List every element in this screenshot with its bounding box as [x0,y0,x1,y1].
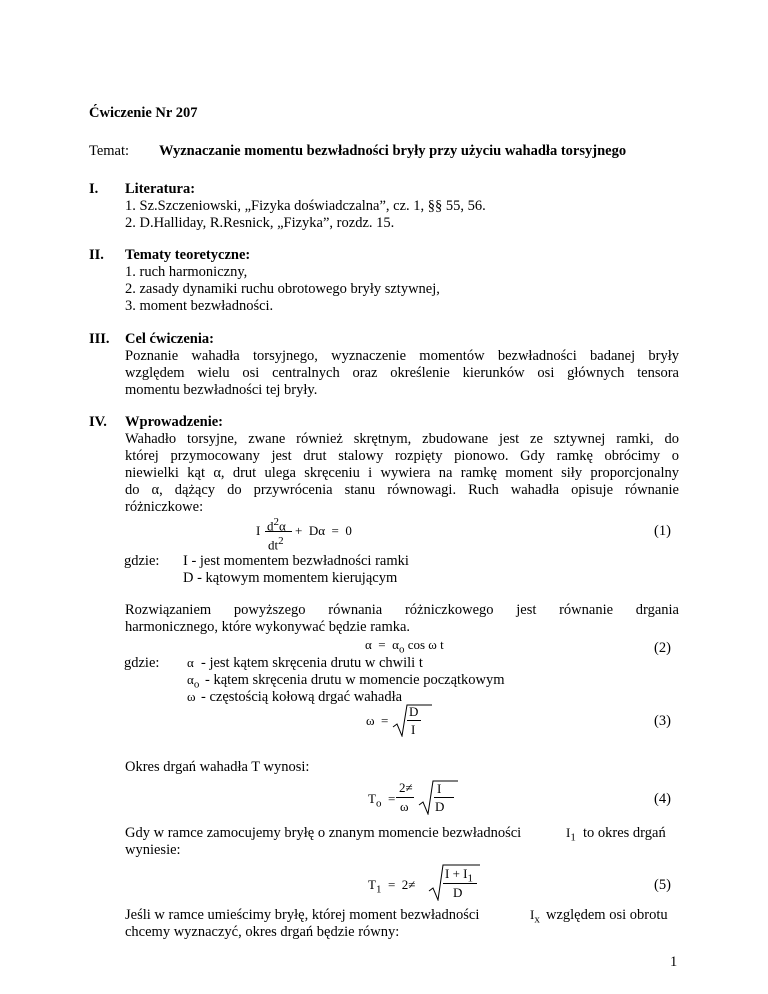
known-body-text-b: to okres drgań [583,825,666,841]
known-body-text-c: wyniesie: [125,842,181,858]
equation-4-number: (4) [654,791,671,807]
section-4-numeral: IV. [89,414,107,430]
equation-2: $\alpha = \alpha_o$ cos ω t [365,637,444,656]
theory-topic-3: 3. moment bezwładności. [125,298,274,314]
section-2-numeral: II. [89,247,104,263]
alpha0-symbol: $\alpha_o$ [187,672,200,691]
section-3-title: Cel ćwiczenia: [125,331,214,347]
intro-line-2: której przymocowany jest drut stalowy rozpięty pionowo. Gdy ramkę obrócimy o [125,448,679,464]
section-4-title: Wprowadzenie: [125,414,224,430]
where2-line-3: - częstością kołową drgać wahadła [201,689,403,705]
omega-symbol: ω [187,689,196,704]
equation-3-number: (3) [654,713,671,729]
page-number: 1 [670,954,678,970]
where-label-1: gdzie: [124,553,160,569]
unknown-body-text-c: chcemy wyznaczyć, okres drgań będzie równy: [125,924,400,940]
literature-item-2: 2. D.Halliday, R.Resnick, „Fizyka”, rozdz. 15. [125,215,395,231]
solution-line-2: harmonicznego, które wykonywać będzie ramka. [125,619,411,635]
where2-line-1: - jest kątem skręcenia drutu w chwili t [201,655,423,671]
goal-line-1: Poznanie wahadła torsyjnego, wyznaczenie momentów bezwładności badanej bryły [125,348,679,364]
intro-line-1: Wahadło torsyjne, zwane również skrętnym, zbudowane jest ze sztywnej ramki, do [125,431,679,447]
equation-1-number: (1) [654,523,671,539]
goal-line-2: względem wielu osi centralnych oraz określenie kierunków osi głównych tensora [125,365,679,381]
unknown-body-text-a: Jeśli w ramce umieścimy bryłę, której moment bezwładności [125,907,480,923]
where2-line-2: - kątem skręcenia drutu w momencie początkowym [205,672,505,688]
known-body-text-a: Gdy w ramce zamocujemy bryłę o znanym momencie bezwładności [125,825,522,841]
intro-line-5: różniczkowe: [125,499,204,515]
section-1-title: Literatura: [125,181,196,197]
intro-line-3: niewielki kąt α, drut ulega skręceniu i wywiera na ramkę moment siły proporcjonalny [125,465,679,481]
document-page: Ćwiczenie Nr 207 Temat: Wyznaczanie momentu bezwładności bryły przy użyciu wahadła torsyjnego I. Literatura: 1. Sz.Szczeniowski, „Fizyka doświadczalna”, cz. 1, §§ 55, 56. 2. D.Halliday, R.Resnick, „Fizyka”, rozdz. 15. II. Tematy teoretyczne: 1. ruch harmoniczny, 2. zasady dynamiki ruchu obrotowego bryły sztywnej, 3. moment bezwładności. III. Cel ćwiczenia: Poznanie wahadła torsyjnego, wyznaczenie momentów bezwładności badanej bryły względem wielu osi centralnych oraz określenie kierunków osi głównych tensora momentu bezwładności tej bryły. IV. Wprowadzenie: Wahadło torsyjne, zwane również skrętnym, zbudowane jest ze sztywnej ramki, do której przymocowany jest drut stalowy rozpięty pionowo. Gdy ramkę obrócimy o niewielki kąt α, drut ulega skręceniu i wywiera na ramkę moment siły proporcjonalny do α, dążący do przywrócenia stanu równowagi. Ruch wahadła opisuje równanie różniczkowe: I $d^2\alpha$ $dt^2$ + Dα = 0 (1) gdzie: I - jest momentem bezwładności ramki D - kątowym momentem kierującym Rozwiązaniem powyższego równania różniczkowego jest równanie drgania harmonicznego, które wykonywać będzie ramka. $\alpha = \alpha_o$ cos ω t (2) gdzie: α - jest kątem skręcenia drutu w chwili t $\alpha_o$ - kątem skręcenia drutu w momencie początkowym ω - częstością kołową drgać wahadła ω = D I (3) Okres drgań wahadła T wynosi: $T_o$ = 2≠ ω I D (4) Gdy w ramce zamocujemy bryłę o znanym momencie bezwładności $I_1$ to okres drgań wyniesie: $T_1 = 2\ne$ $I + I_1$ D (5) Jeśli w ramce umieścimy bryłę, której moment bezwładności $I_x$ względem osi obrotu chcemy wyznaczyć, okres drgań będzie równy: 1 [89,105,679,970]
section-1-numeral: I. [89,181,99,197]
where1-line-1: I - jest momentem bezwładności ramki [183,553,409,569]
equation-5-number: (5) [654,877,671,893]
topic-label: Temat: [89,143,130,159]
alpha-symbol: α [187,655,194,670]
literature-item-1: 1. Sz.Szczeniowski, „Fizyka doświadczalna”, cz. 1, §§ 55, 56. [125,198,486,214]
period-intro: Okres drgań wahadła T wynosi: [125,759,310,775]
goal-line-3: momentu bezwładności tej bryły. [125,382,318,398]
where-label-2: gdzie: [124,655,160,671]
unknown-body-text-b: względem osi obrotu [546,907,668,923]
topic-title: Wyznaczanie momentu bezwładności bryły przy użyciu wahadła torsyjnego [159,143,627,159]
section-3-numeral: III. [89,331,110,347]
theory-topic-1: 1. ruch harmoniczny, [125,264,248,280]
exercise-number: Ćwiczenie Nr 207 [89,105,198,121]
section-2-title: Tematy teoretyczne: [125,247,251,263]
theory-topic-2: 2. zasady dynamiki ruchu obrotowego bryły sztywnej, [125,281,440,297]
equation-2-number: (2) [654,640,671,656]
intro-line-4: do α, dążący do przywrócenia stanu równowagi. Ruch wahadła opisuje równanie [125,482,679,498]
where1-line-2: D - kątowym momentem kierującym [183,570,398,586]
Ix-symbol: $I_x$ [530,907,540,926]
I1-symbol: $I_1$ [566,825,576,844]
solution-line-1: Rozwiązaniem powyższego równania różniczkowego jest równanie drgania [125,602,679,618]
